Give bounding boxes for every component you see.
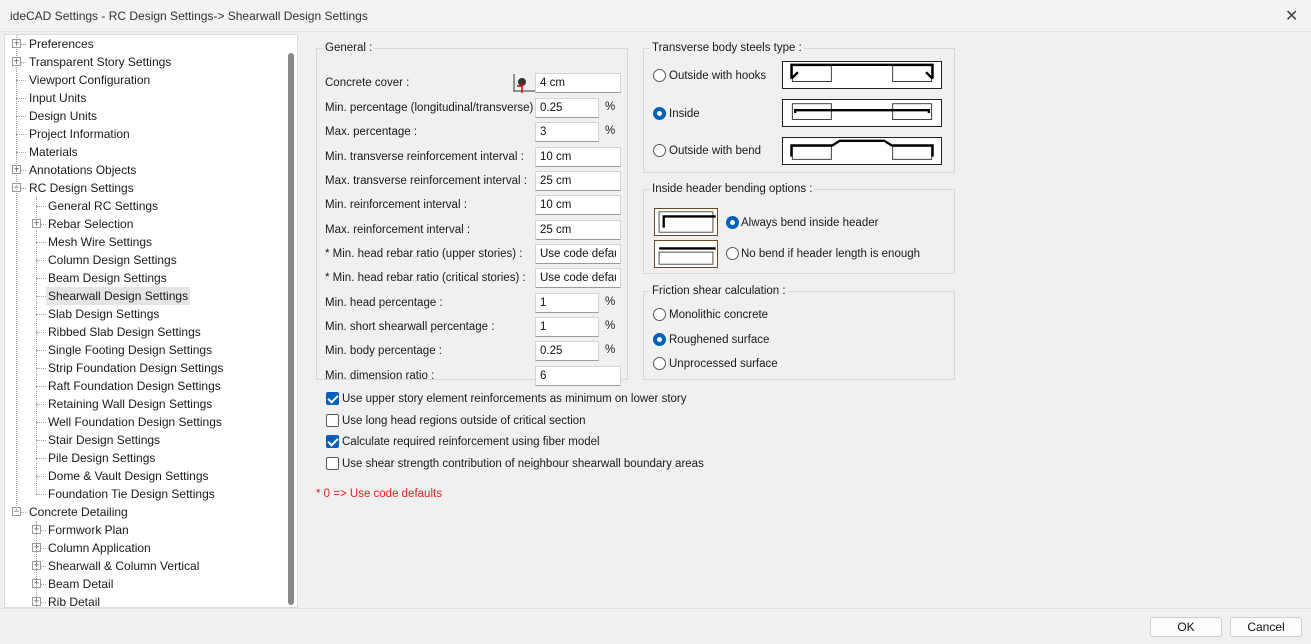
tree-guide-line [36,197,37,494]
tree-item[interactable] [5,287,285,305]
general-row-label: Min. body percentage : [325,345,442,357]
tree-item-label: Column Design Settings [48,253,177,267]
monolithic-concrete-label: Monolithic concrete [669,309,769,321]
tree-item[interactable] [5,377,285,395]
tree-item-label: Foundation Tie Design Settings [48,487,215,501]
settings-panel [302,34,1311,608]
radio-no-bend-if-header-length-enough[interactable] [726,247,739,260]
tree-item[interactable] [5,197,285,215]
tree-item[interactable] [5,89,285,107]
general-row-input[interactable] [535,195,621,215]
tree-item[interactable] [5,161,285,179]
header-bending-group [643,183,955,274]
radio-always-bend-inside-header[interactable] [726,216,739,229]
tree-item[interactable] [5,575,285,593]
tree-item-label: Strip Foundation Design Settings [48,361,224,375]
no-bend-header-icon [654,240,718,268]
percent-unit: % [605,125,616,137]
cancel-button[interactable]: Cancel [1230,617,1302,637]
tree-item-label: Single Footing Design Settings [48,343,213,357]
radio-monolithic-concrete[interactable] [653,308,666,321]
general-row-label: Max. transverse reinforcement interval : [325,175,527,187]
tree-item[interactable] [5,485,285,503]
general-row-input[interactable] [535,98,599,118]
roughened-surface-label: Roughened surface [669,334,770,346]
tree-item-label: Raft Foundation Design Settings [48,379,221,393]
radio-unprocessed-surface[interactable] [653,357,666,370]
tree-item-label: Stair Design Settings [48,433,161,447]
tree-item-label: Shearwall & Column Vertical [48,559,200,573]
expand-icon[interactable]: + [33,524,40,534]
tree-item-label: Design Units [29,109,98,123]
tree-item-label: Formwork Plan [48,523,129,537]
outside-with-bend-label: Outside with bend [669,145,762,157]
tree-item-label: Well Foundation Design Settings [48,415,222,429]
tree-item-label: Beam Detail [48,577,114,591]
tree-item[interactable] [5,341,285,359]
header-bending-group-title: Inside header bending options : [652,183,813,195]
close-button[interactable] [1279,4,1303,28]
tree-item[interactable] [5,305,285,323]
tree-item[interactable] [5,35,285,53]
tree-item-label: General RC Settings [48,199,159,213]
tree-item[interactable] [5,251,285,269]
concrete-cover-icon [511,73,535,93]
percent-unit: % [605,344,616,356]
tree-item-label: Pile Design Settings [48,451,156,465]
tree-guide-line [36,521,37,608]
percent-unit: % [605,320,616,332]
tree-item[interactable] [5,395,285,413]
tree-item-label: Project Information [29,127,130,141]
general-row-label: Min. percentage (longitudinal/transverse) [325,102,534,114]
general-group [316,42,628,382]
tree-item[interactable] [5,413,285,431]
general-row-input[interactable] [535,220,621,240]
tree-item-label: Annotations Objects [29,163,137,177]
collapse-icon[interactable]: − [13,182,20,192]
tree-item-label: Retaining Wall Design Settings [48,397,213,411]
general-row-label: Min. short shearwall percentage : [325,321,495,333]
tree-item[interactable] [5,269,285,287]
tree-connector [36,458,46,459]
close-icon: ✕ [1285,8,1299,25]
unprocessed-surface-label: Unprocessed surface [669,358,778,370]
general-row-input[interactable] [535,171,621,191]
expand-icon[interactable]: + [13,164,20,174]
tree-item-label: Rib Detail [48,595,101,608]
tree-connector [36,440,46,441]
tree-connector [36,350,46,351]
general-row-label: Min. transverse reinforcement interval : [325,151,524,163]
tree-item-label: Transparent Story Settings [29,55,172,69]
collapse-icon[interactable]: − [13,506,20,516]
percent-unit: % [605,101,616,113]
radio-inside[interactable] [653,107,666,120]
tree-item-label: Rebar Selection [48,217,134,231]
outside-with-hooks-label: Outside with hooks [669,70,767,82]
general-row-label: * Min. head rebar ratio (upper stories) : [325,248,523,260]
general-row-label: Max. percentage : [325,126,418,138]
tree-connector [36,332,46,333]
friction-group-title: Friction shear calculation : [652,285,786,297]
tree-item[interactable] [5,359,285,377]
tree-connector [36,386,46,387]
general-row-input[interactable] [535,341,599,361]
tree-connector [36,368,46,369]
tree-guide-line [16,35,17,512]
tree-item[interactable] [5,593,285,608]
tree-item-label: Shearwall Design Settings [48,289,189,303]
expand-icon[interactable]: + [33,560,40,570]
general-row-label: Max. reinforcement interval : [325,224,471,236]
ok-button[interactable]: OK [1150,617,1222,637]
tree-connector [36,278,46,279]
tree-item-label: RC Design Settings [29,181,134,195]
general-row-input[interactable] [535,122,599,142]
tree-connector [16,98,26,99]
tree-connector [16,80,26,81]
general-row-input[interactable] [535,147,621,167]
transverse-group-title: Transverse body steels type : [652,42,802,54]
tree-item-label: Concrete Detailing [29,505,128,519]
tree-connector [16,116,26,117]
tree-item[interactable] [5,53,285,71]
tree-item[interactable] [5,521,285,539]
tree-connector [36,206,46,207]
tree-item-label: Dome & Vault Design Settings [48,469,209,483]
tree-connector [36,260,46,261]
tree-item[interactable] [5,143,285,161]
tree-item-label: Viewport Configuration [29,73,151,87]
expand-icon[interactable]: + [13,38,20,48]
tree-item[interactable] [5,179,285,197]
tree-item[interactable] [5,503,285,521]
option-checkbox[interactable] [326,414,339,427]
tree-connector [16,134,26,135]
option-checkbox[interactable] [326,435,339,448]
expand-icon[interactable]: + [33,542,40,552]
inside-label: Inside [669,108,700,120]
window-title: ideCAD Settings - RC Design Settings-> Shearwall Design Settings [10,9,368,23]
expand-icon[interactable]: + [13,56,20,66]
option-checkbox-label: Use upper story element reinforcements as minimum on lower story [342,393,687,405]
general-row-input[interactable] [535,268,621,288]
general-row-input[interactable] [535,244,621,264]
option-checkbox[interactable] [326,457,339,470]
expand-icon[interactable]: + [33,578,40,588]
tree-item-label: Column Application [48,541,151,555]
tree-connector [36,494,46,495]
option-checkbox[interactable] [326,392,339,405]
tree-item-label: Beam Design Settings [48,271,167,285]
tree-connector [36,296,46,297]
tree-item-label: Preferences [29,37,94,51]
tree-connector [36,404,46,405]
tree-item[interactable] [5,107,285,125]
tree-item[interactable] [5,431,285,449]
tree-item[interactable] [5,467,285,485]
general-group-title: General : [325,42,373,54]
option-checkbox-label: Use long head regions outside of critical section [342,415,586,427]
code-defaults-note: * 0 => Use code defaults [316,488,442,500]
settings-tree[interactable] [4,34,298,608]
general-row-label: Min. reinforcement interval : [325,199,467,211]
friction-group [643,285,955,380]
tree-item-label: Input Units [29,91,87,105]
radio-outside-with-hooks[interactable] [653,69,666,82]
transverse-group [643,42,955,173]
tree-item-label: Slab Design Settings [48,307,160,321]
general-row-label: Min. head percentage : [325,297,443,309]
inside-icon [782,99,942,127]
always-bend-label: Always bend inside header [741,217,879,229]
option-checkbox-label: Calculate required reinforcement using fiber model [342,436,600,448]
tree-connector [36,314,46,315]
no-bend-label: No bend if header length is enough [741,248,921,260]
tree-scrollbar[interactable] [288,53,294,605]
tree-connector [36,476,46,477]
tree-item[interactable] [5,449,285,467]
option-checkbox-label: Use shear strength contribution of neighbour shearwall boundary areas [342,458,704,470]
general-row-input[interactable] [535,317,599,337]
tree-item[interactable] [5,323,285,341]
radio-outside-with-bend[interactable] [653,144,666,157]
percent-unit: % [605,296,616,308]
tree-item-label: Materials [29,145,78,159]
tree-connector [16,152,26,153]
tree-item-label: Mesh Wire Settings [48,235,153,249]
general-row-input[interactable] [535,293,599,313]
tree-item[interactable] [5,215,285,233]
general-row-label: Concrete cover : [325,77,410,89]
tree-item[interactable] [5,539,285,557]
tree-item[interactable] [5,233,285,251]
tree-item[interactable] [5,71,285,89]
always-bend-header-icon [654,208,718,236]
expand-icon[interactable]: + [33,218,40,228]
general-row-input[interactable] [535,366,621,386]
tree-connector [36,242,46,243]
tree-item-label: Ribbed Slab Design Settings [48,325,201,339]
dialog-footer [0,608,1311,644]
tree-connector [36,422,46,423]
general-row-label: Min. dimension ratio : [325,370,435,382]
expand-icon[interactable]: + [33,596,40,606]
tree-item[interactable] [5,125,285,143]
general-row-label: * Min. head rebar ratio (critical stories) : [325,272,526,284]
general-row-input[interactable] [535,73,621,93]
outside-with-hooks-icon [782,61,942,89]
radio-roughened-surface[interactable] [653,333,666,346]
outside-with-bend-icon [782,137,942,165]
tree-item[interactable] [5,557,285,575]
title-bar [0,0,1311,32]
